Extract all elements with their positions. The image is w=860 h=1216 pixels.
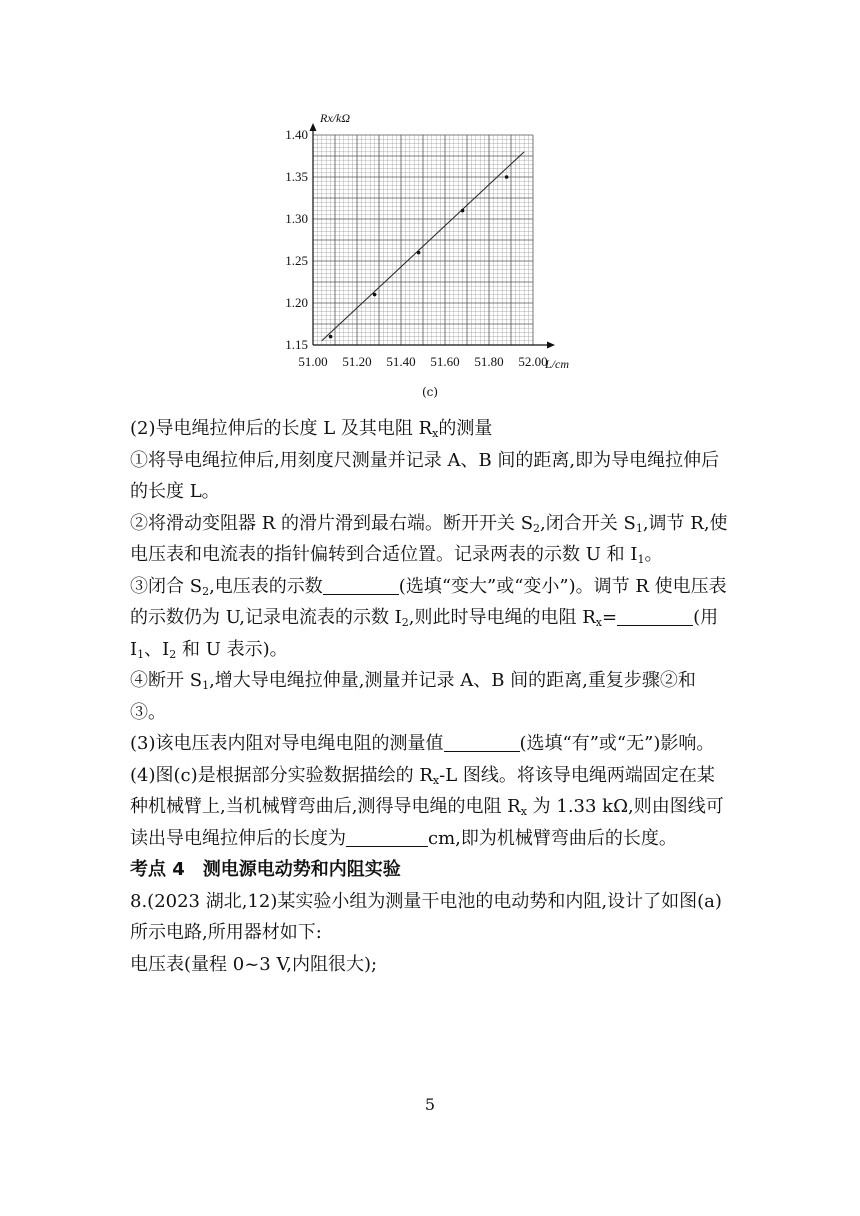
rx-l-chart <box>270 108 590 380</box>
data-point <box>329 335 333 339</box>
figure-caption: (c) <box>421 385 439 399</box>
y-axis-label: Rx/kΩ <box>320 111 350 125</box>
paragraph-step-1: ①将导电绳拉伸后,用刻度尺测量并记录 A、B 间的距离,即为导电绳拉伸后的长度 L。 <box>130 449 720 502</box>
answer-blank-1[interactable] <box>323 576 399 595</box>
y-tick-label: 1.35 <box>285 169 308 184</box>
data-point <box>505 175 509 179</box>
y-tick-label: 1.20 <box>285 295 308 310</box>
page-number: 5 <box>424 1095 436 1114</box>
answer-blank-4[interactable] <box>346 828 428 847</box>
chart-grid-major <box>313 135 533 345</box>
x-tick-label: 51.20 <box>342 354 372 369</box>
paragraph-step-2: ②将滑动变阻器 R 的滑片滑到最右端。断开开关 $S_2$,闭合开关 $S_1$,调节 R,使电压表和电流表的指针偏转到合适位置。记录两表的示数 U 和 $I_1$。 <box>130 512 728 566</box>
x-axis-label: L/cm <box>545 357 569 371</box>
paragraph-step-3: ③闭合 $S_2$,电压表的示数 (选填“变大”或“变小”)。调节 R 使电压表的示数仍为 U,记录电流表的示数 $I_2$,则此时导电绳的电阻 $R_x=$ (用 $I_1$、$I_2$ 和 U 表示)。 <box>130 575 727 661</box>
answer-blank-3[interactable] <box>444 733 520 752</box>
y-axis-arrow <box>310 123 317 131</box>
answer-blank-2[interactable] <box>617 607 693 626</box>
y-tick-label: 1.30 <box>285 211 308 226</box>
data-point <box>461 209 465 213</box>
x-tick-label: 51.00 <box>298 354 328 369</box>
x-tick-label: 51.40 <box>386 354 416 369</box>
y-tick-label: 1.25 <box>285 253 308 268</box>
section-title: 考点 4 测电源电动势和内阻实验 <box>130 859 401 880</box>
paragraph-2: (2)导电绳拉伸后的长度 L 及其电阻 $R_x$的测量 <box>130 418 493 440</box>
y-tick-label: 1.15 <box>285 337 308 352</box>
x-tick-label: 51.60 <box>430 354 460 369</box>
equipment-voltmeter: 电压表(量程 0~3 V,内阻很大); <box>130 953 378 975</box>
x-tick-label: 51.80 <box>474 354 504 369</box>
data-point <box>417 251 421 255</box>
y-tick-label: 1.40 <box>285 127 308 142</box>
data-point <box>373 293 377 297</box>
x-tick-label: 52.00 <box>518 354 548 369</box>
paragraph-4: (4)图(c)是根据部分实验数据描绘的 $R_x-L$ 图线。将该导电绳两端固定在某种机械臂上,当机械臂弯曲后,测得导电绳的电阻 $R_x$ 为 1.33 kΩ,则由图线可读出导电绳拉伸后的长度为 cm,即为机械臂弯曲后的长度。 <box>130 764 724 849</box>
question-8: 8.(2023 湖北,12)某实验小组为测量干电池的电动势和内阻,设计了如图(a)所示电路,所用器材如下: <box>130 890 722 943</box>
document-body <box>130 413 730 980</box>
x-axis-arrow <box>547 342 555 349</box>
paragraph-3: (3)该电压表内阻对导电绳电阻的测量值 (选填“有”或“无”)影响。 <box>130 733 715 754</box>
paragraph-step-4: ④断开 $S_1$,增大导电绳拉伸量,测量并记录 A、B 间的距离,重复步骤②和③。 <box>130 670 696 723</box>
